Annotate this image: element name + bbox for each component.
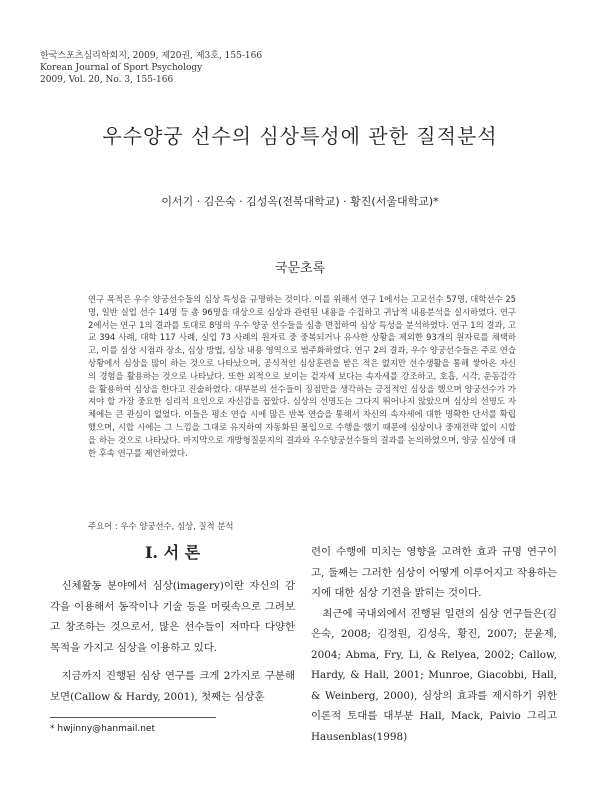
corresponding-author-email: * hwjinny@hanmail.net	[50, 724, 155, 734]
journal-header	[40, 50, 262, 86]
left-column	[50, 538, 295, 707]
intro-paragraph-2: 지금까지 진행된 심상 연구를 크게 2가지로 구분해 보면(Callow & Hardy, 2001), 첫째는 심상훈	[50, 670, 295, 703]
footnote-divider	[50, 717, 216, 718]
right-column	[311, 542, 557, 747]
journal-header-line3: 2009, Vol. 20, No. 3, 155-166	[40, 75, 174, 85]
intro-paragraph-2-continued: 련이 수행에 미치는 영향을 고려한 효과 규명 연구이고, 둘째는 그러한 심상이 어떻게 이루어지고 작용하는지에 대한 심상 기전을 밝히는 것이다.	[311, 546, 557, 599]
abstract-heading: 국문초록	[274, 261, 326, 276]
keywords: 주요어 : 우수 양궁선수, 심상, 질적 분석	[88, 521, 234, 531]
section-heading: I. 서 론	[144, 543, 201, 562]
intro-paragraph-3: 최근에 국내외에서 진행된 일련의 심상 연구들은(김은숙, 2008; 김정원, 김성옥, 황진, 2007; 문윤제, 2004; Abma, Fry, Li, & Relyea, 2002; Callow, Hardy, & Hall, 2001; Munroe, Giacobbi, Hall, & Weinberg, 2000), 심상의 효과를 제시하기 위한 이론적 토대를 대부분 Hall, Mack, Paivio 그리고 Hausenblas(1998)	[311, 607, 557, 743]
intro-paragraph-1: 신체활동 분야에서 심상(imagery)이란 자신의 감각을 이용해서 동작이나 기술 등을 머릿속으로 그려보고 창조하는 것으로서, 많은 선수들이 저마다 다양한 목적을 가지고 심상을 이용하고 있다.	[50, 580, 295, 654]
paper-title: 우수양궁 선수의 심상특성에 관한 질적분석	[102, 124, 498, 148]
journal-header-line2: Korean Journal of Sport Psychology	[40, 63, 203, 73]
author-list: 이서기 · 김은숙 · 김성옥(전북대학교) · 황진(서울대학교)*	[161, 195, 439, 208]
abstract-text: 연구 목적은 우수 양궁선수들의 심상 특성을 규명하는 것이다. 이를 위해서 연구 1에서는 고교선수 57명, 대학선수 25명, 일반 실업 선수 14명 등 총 96명을 대상으로 심상과 관련된 내용을 수집하고 귀납적 내용분석을 실시하였다. 연구 2에서는 연구 1의 결과를 토대로 8명의 우수 양궁 선수들을 심층 면접하여 심상 특성을 분석하였다. 연구 1의 결과, 고교 394 사례, 대학 117 사례, 실업 73 사례의 원자료 중 중복되거나 유사한 상황을 제외한 93개의 원자료를 채택하고, 이를 심상 시점과 장소, 심상 방법, 심상 내용 영역으로 범주화하였다. 연구 2의 결과, 우수 양궁선수들은 주로 연습상황에서 심상을 많이 하는 것으로 나타났으며, 공식적인 심상훈련을 받은 적은 없지만 선수생활을 통해 쌓아온 자신의 경험을 활용하는 것으로 나타났다. 또한 외적으로 보이는 겉자세 보다는 속자세를 강조하고, 호흡, 시각, 운동감각을 활용하여 심상을 한다고 진술하였다. 대부분의 선수들이 징점만을 생각하는 긍정적인 심상을 했으며 양궁선수가 가져야 할 가장 중요한 심리적 요인으로 자신감을 꼽았다. 심상의 선명도는 그다지 뛰어나지 않았으며 심상의 선명도 자체에는 큰 관심이 없었다. 이들은 평소 연습 시에 많은 반복 연습을 통해서 자신의 속자세에 대한 명확한 단서를 확립했으며, 시합 시에는 그 느낌을 그대로 유지하여 자동화된 몰입으로 수행을 했기 때문에 심상이나 중재전략 없이 시합을 하는 것으로 나타났다. 마지막으로 개방형질문지의 결과와 우수양궁선수들의 결과를 논의하였으며, 양궁 심상에 대한 후속 연구를 제언하였다.	[88, 294, 516, 458]
journal-header-line1: 한국스포츠심리학회지, 2009, 제20권, 제3호, 155-166	[40, 51, 263, 61]
